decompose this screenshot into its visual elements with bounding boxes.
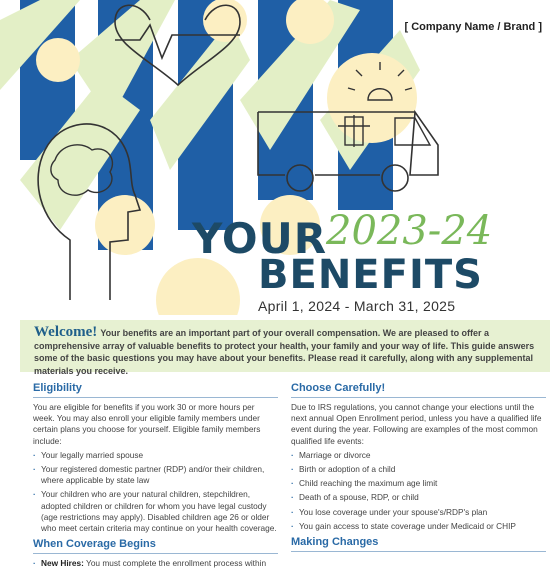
list-item: · Birth or adoption of a child	[291, 464, 546, 475]
list-item: · Your legally married spouse	[33, 450, 278, 461]
coverage-list	[33, 558, 278, 569]
right-column	[291, 382, 546, 556]
title-year: 2023-24	[326, 208, 493, 254]
list-item: · Child reaching the maximum age limit	[291, 478, 546, 489]
welcome-banner	[20, 320, 550, 376]
list-item: · You gain access to state coverage under Medicaid or CHIP	[291, 521, 546, 532]
list-item: · Your children who are your natural children, stepchildren, adopted children or children for whom you have legal custody (age restrictions may apply). Disabled children age 26 or older who meet certain criteria may continue on your health coverage.	[33, 489, 278, 534]
list-item: · You lose coverage under your spouse's/RDP's plan	[291, 507, 546, 518]
company-name: [ Company Name / Brand ]	[404, 21, 542, 33]
left-column	[33, 382, 278, 572]
welcome-text: Your benefits are an important part of your overall compensation. We are pleased to offer a comprehensive array of valuable benefits to protect your health, your family and your way of life. This guide answers some of the basic questions you may have about your benefits. Please read it carefully, along with any supplemental materials you receive.	[34, 328, 535, 376]
divider	[33, 397, 278, 398]
list-item: · Death of a spouse, RDP, or child	[291, 492, 546, 503]
eligibility-heading: Eligibility	[33, 382, 82, 394]
list-item	[33, 558, 278, 569]
title-line-benefits: BENEFITS	[258, 252, 483, 298]
divider	[291, 397, 546, 398]
life-events-list	[291, 450, 546, 532]
divider	[33, 553, 278, 554]
new-hires-label: New Hires:	[41, 558, 84, 569]
choose-intro: Due to IRS regulations, you cannot change your elections until the next annual Open Enrollment period, unless you have a qualified life event during the year. Following are examples of the most common qualified life events:	[291, 402, 542, 446]
welcome-title: Welcome!	[34, 324, 98, 340]
new-hires-text: You must complete the enrollment process within	[86, 558, 267, 569]
plan-year-dates: April 1, 2024 - March 31, 2025	[258, 298, 456, 314]
title-line-your: YOUR	[192, 214, 328, 263]
choose-heading: Choose Carefully!	[291, 382, 386, 394]
eligibility-list	[33, 450, 278, 534]
changes-heading: Making Changes	[291, 536, 379, 549]
coverage-heading: When Coverage Begins	[33, 538, 156, 551]
document-title	[192, 208, 542, 298]
divider	[291, 551, 546, 552]
eligibility-intro: You are eligible for benefits if you work 30 or more hours per week. You may also enroll your eligible family members under certain plans you choose for yourself. Eligible family members include:	[33, 402, 261, 446]
list-item: · Marriage or divorce	[291, 450, 546, 461]
list-item: · Your registered domestic partner (RDP) and/or their children, where applicable by state law	[33, 464, 278, 486]
